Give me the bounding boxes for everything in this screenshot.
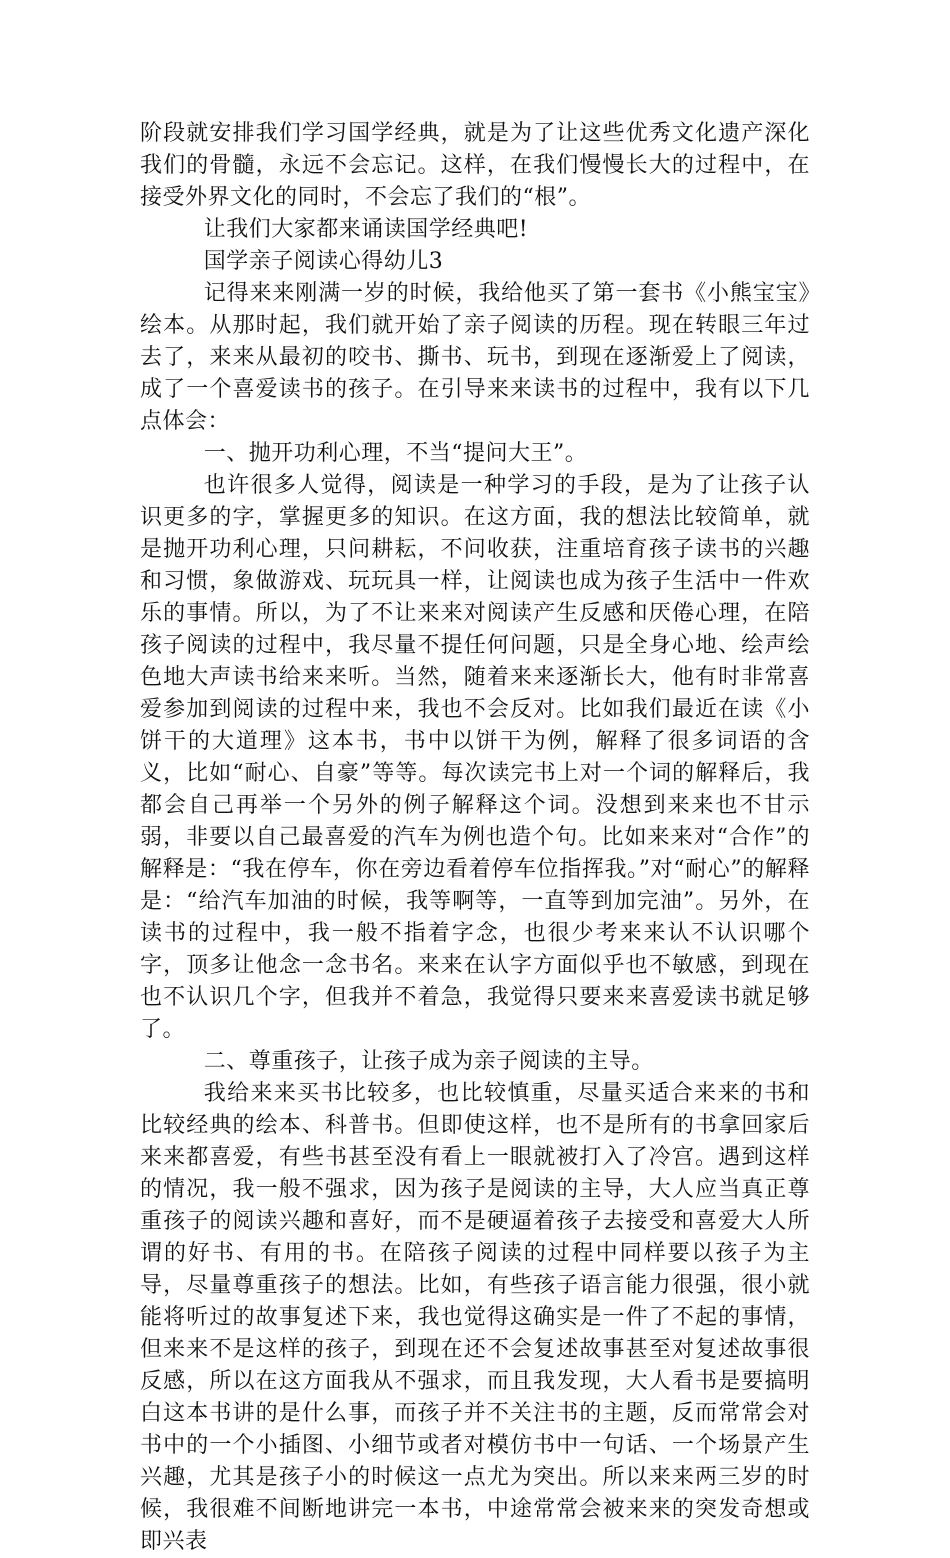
document-page [140,118,810,1558]
section-title: 国学亲子阅读心得幼儿3 [203,249,444,274]
paragraph-3: 记得来来刚满一岁的时候，我给他买了第一套书《小熊宝宝》绘本。从那时起，我们就开始了亲子阅读的历程。现在转眼三年过去了，来来从最初的咬书、撕书、玩书，到现在逐渐爱上了阅读，成了一个喜爱读书的孩子。在引导来来读书的过程中，我有以下几点体会： [140,281,810,434]
heading-one: 一、抛开功利心理，不当“提问大王”。 [203,441,588,466]
heading-two: 二、尊重孩子，让孩子成为亲子阅读的主导。 [203,1049,654,1074]
paragraph-1: 阶段就安排我们学习国学经典，就是为了让这些优秀文化遗产深化我们的骨髓，永远不会忘记。这样，在我们慢慢长大的过程中，在接受外界文化的同时，不会忘了我们的“根”。 [140,121,810,210]
paragraph-4: 也许很多人觉得，阅读是一种学习的手段，是为了让孩子认识更多的字，掌握更多的知识。在这方面，我的想法比较简单，就是抛开功利心理，只问耕耘，不问收获，注重培育孩子读书的兴趣和习惯，象做游戏、玩玩具一样，让阅读也成为孩子生活中一件欢乐的事情。所以，为了不让来来对阅读产生反感和厌倦心理，在陪孩子阅读的过程中，我尽量不提任何问题，只是全身心地、绘声绘色地大声读书给来来听。当然，随着来来逐渐长大，他有时非常喜爱参加到阅读的过程中来，我也不会反对。比如我们最近在读《小饼干的大道理》这本书，书中以饼干为例，解释了很多词语的含义，比如“耐心、自豪”等等。每次读完书上对一个词的解释后，我都会自己再举一个另外的例子解释这个词。没想到来来也不甘示弱，非要以自己最喜爱的汽车为例也造个句。比如来来对“合作”的解释是：“我在停车，你在旁边看着停车位指挥我。”对“耐心”的解释是：“给汽车加油的时候，我等啊等，一直等到加完油”。另外，在读书的过程中，我一般不指着字念，也很少考来来认不认识哪个字，顶多让他念一念书名。来来在认字方面似乎也不敏感，到现在也不认识几个字，但我并不着急，我觉得只要来来喜爱读书就足够了。 [140,473,810,1042]
paragraph-2: 让我们大家都来诵读国学经典吧! [203,217,529,242]
paragraph-5: 我给来来买书比较多，也比较慎重，尽量买适合来来的书和比较经典的绘本、科普书。但即使这样，也不是所有的书拿回家后来来都喜爱，有些书甚至没有看上一眼就被打入了冷宫。遇到这样的情况，我一般不强求，因为孩子是阅读的主导，大人应当真正尊重孩子的阅读兴趣和喜好，而不是硬逼着孩子去接受和喜爱大人所谓的好书、有用的书。在陪孩子阅读的过程中同样要以孩子为主导，尽量尊重孩子的想法。比如，有些孩子语言能力很强，很小就能将听过的故事复述下来，我也觉得这确实是一件了不起的事情，但来来不是这样的孩子，到现在还不会复述故事甚至对复述故事很反感，所以在这方面我从不强求，而且我发现，大人看书是要搞明白这本书讲的是什么事，而孩子并不关注书的主题，反而常常会对书中的一个小插图、小细节或者对模仿书中一句话、一个场景产生兴趣，尤其是孩子小的时候这一点尤为突出。所以来来两三岁的时候，我很难不间断地讲完一本书，中途常常会被来来的突发奇想或即兴表 [140,1081,810,1554]
